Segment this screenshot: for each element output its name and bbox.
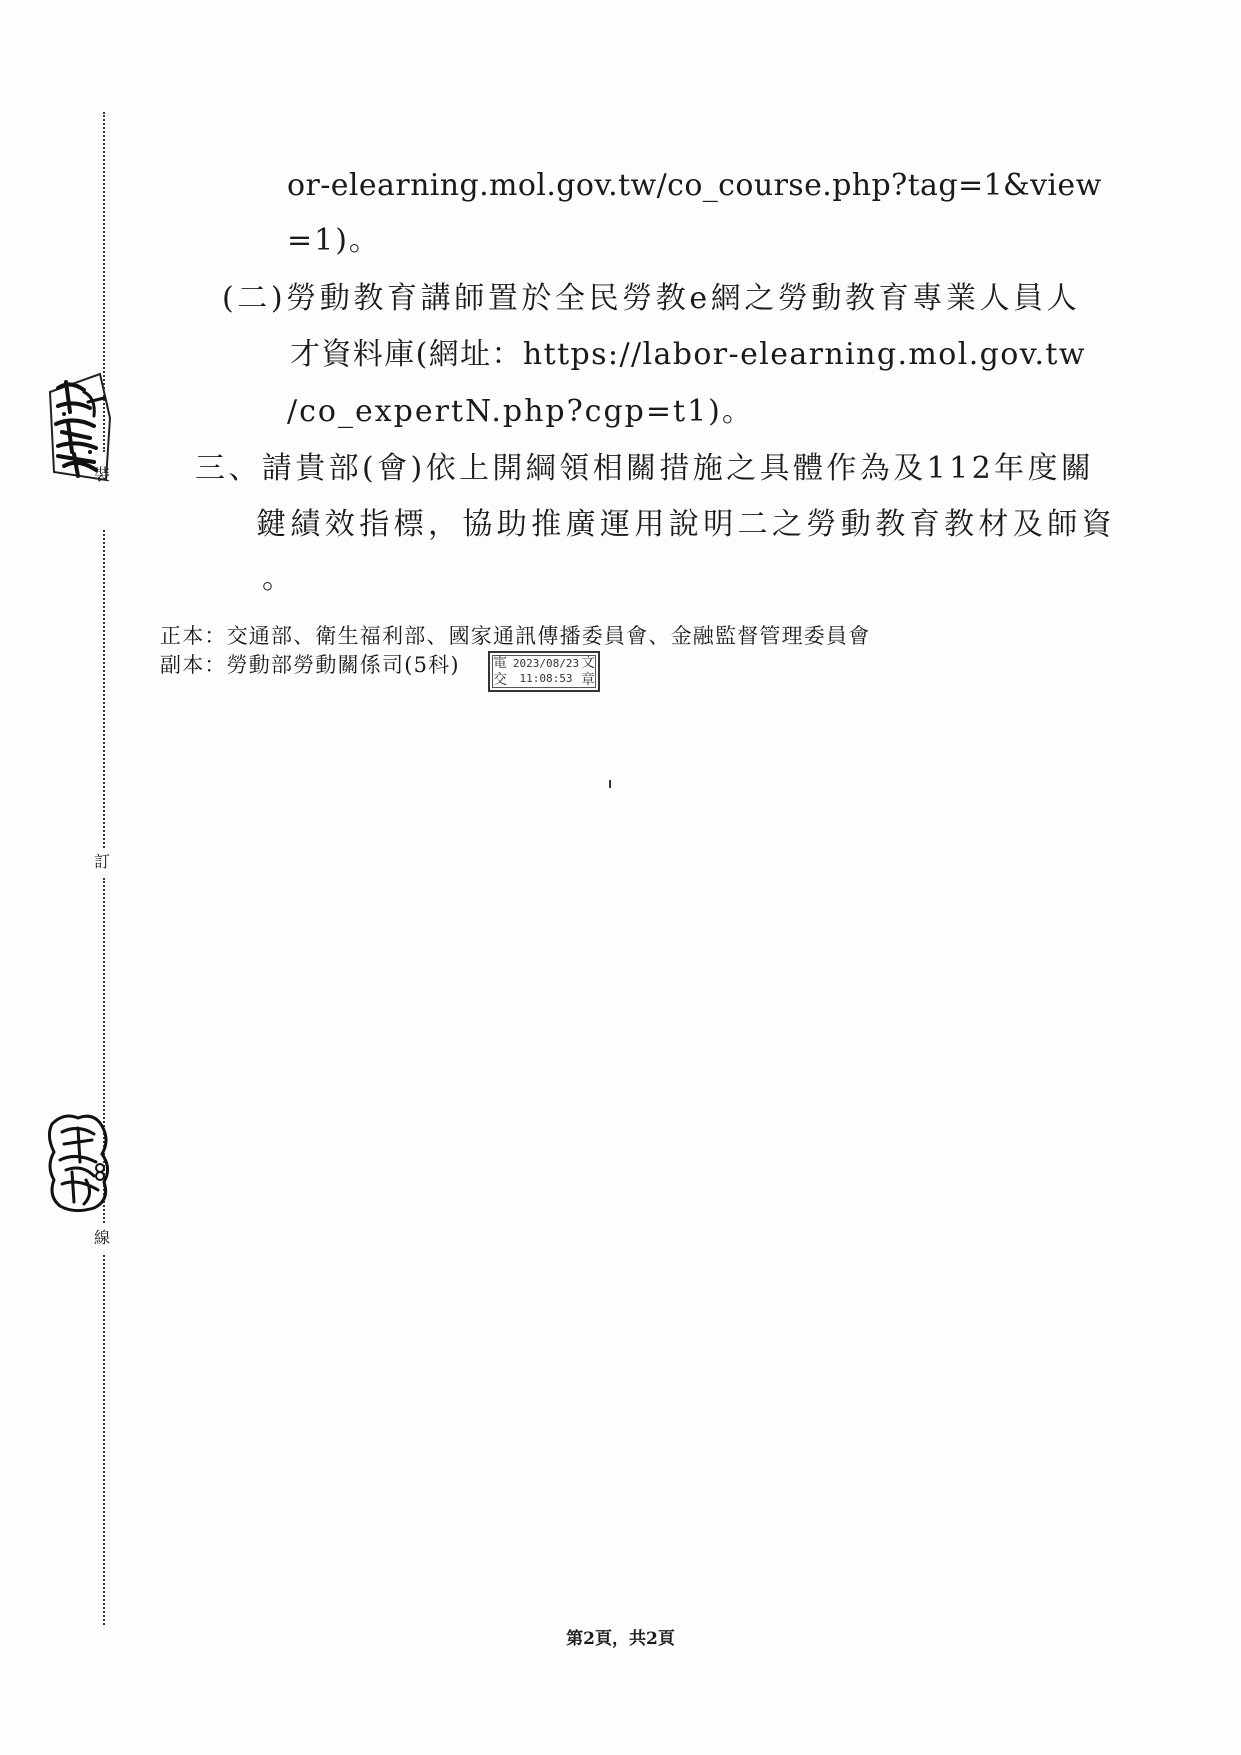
distribution-main-recipients: 正本：交通部、衛生福利部、國家通訊傳播委員會、金融監督管理委員會: [160, 624, 871, 648]
binding-mark-ding: 訂: [94, 852, 111, 871]
binding-mark-zhuang: 裝: [94, 465, 111, 484]
stamp-glyph: 章: [581, 672, 595, 688]
binding-mark-xian: 線: [94, 1228, 111, 1247]
body-line-item-2: (二)勞動教育講師置於全民勞教e網之勞動教育專業人員人: [222, 281, 1081, 316]
body-line-item-2-url-end: /co_expertN.php?cgp=t1)。: [287, 394, 754, 429]
stamp-glyph: 文: [581, 655, 595, 671]
handwritten-seal-bottom: [44, 1110, 114, 1214]
stamp-glyph: 電: [493, 655, 507, 671]
handwritten-seal-top: [44, 372, 112, 482]
body-line-url-continuation: or-elearning.mol.gov.tw/co_course.php?tag=1&view: [287, 168, 1102, 203]
distribution-copy-recipients: 副本：勞動部勞動關係司(5科): [160, 653, 460, 677]
page-number: 第2頁，共2頁: [566, 1629, 675, 1649]
electronic-exchange-stamp: [488, 651, 600, 692]
stamp-date: 2023/08/23: [512, 657, 580, 670]
scan-speck: [609, 780, 611, 788]
body-line-url-end: =1)。: [287, 223, 381, 258]
stamp-glyph: 交: [493, 672, 507, 688]
binding-line-segment: [103, 1255, 105, 1625]
binding-line-segment: [103, 530, 105, 848]
stamp-time: 11:08:53: [519, 672, 573, 685]
body-line-item-2-url: 才資料庫(網址：https://labor-elearning.mol.gov.tw: [290, 337, 1086, 372]
body-line-section-3-continued: 鍵績效指標，協助推廣運用說明二之勞動教育教材及師資: [256, 507, 1116, 542]
body-line-section-3: 三、請貴部(會)依上開綱領相關措施之具體作為及112年度關: [195, 451, 1095, 486]
body-line-section-3-end: 。: [262, 561, 294, 596]
